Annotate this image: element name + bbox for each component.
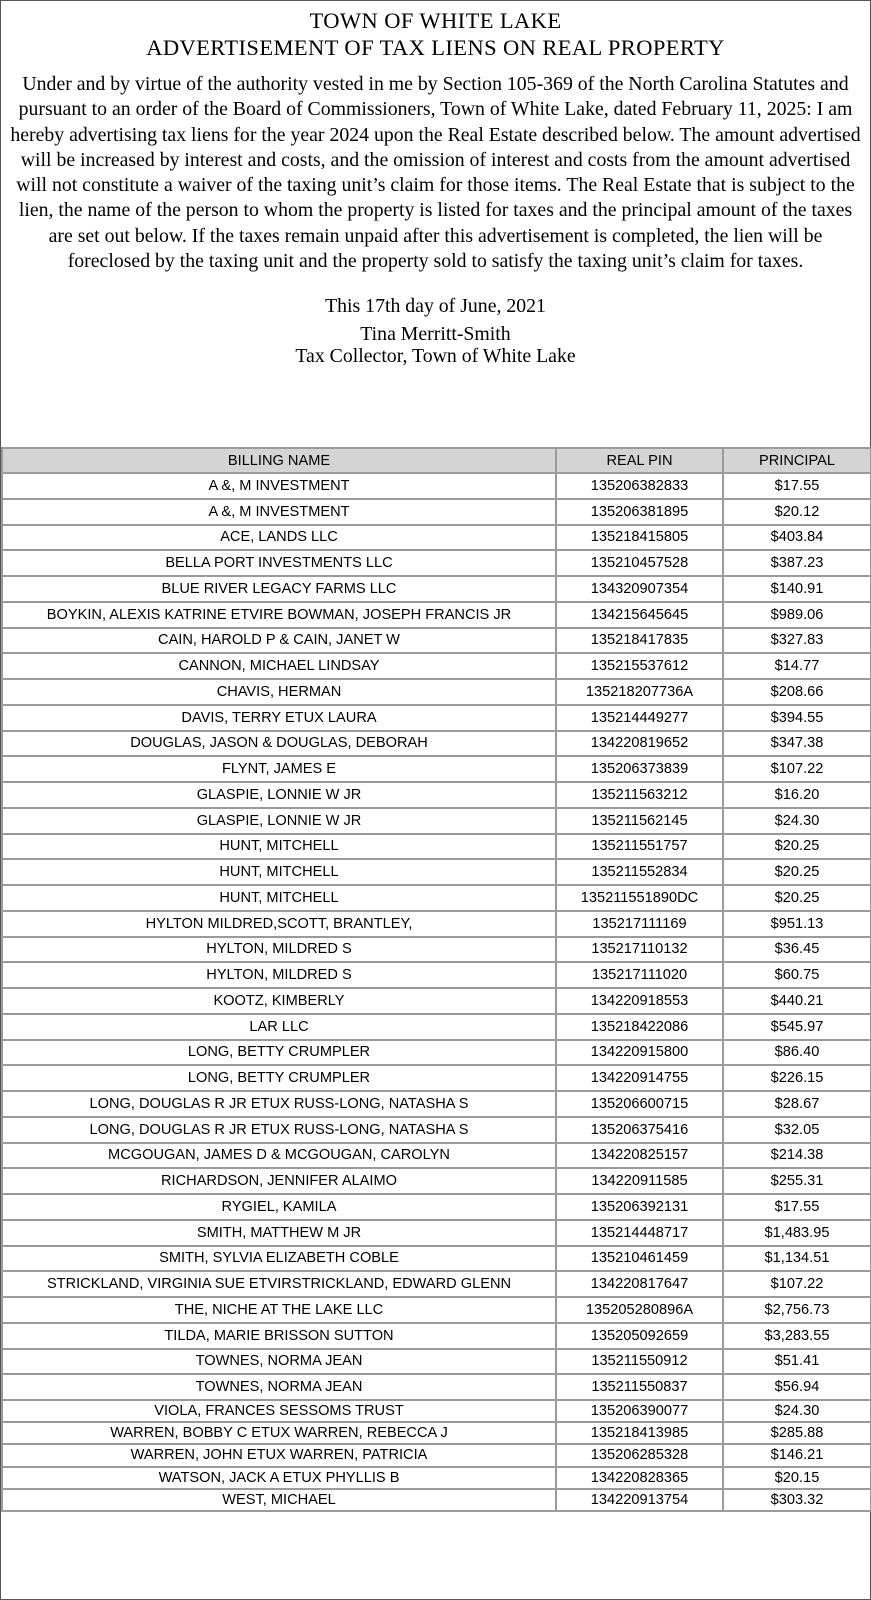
billing-name-cell: A &, M INVESTMENT <box>2 473 556 499</box>
table-row <box>2 988 871 1014</box>
billing-name-cell: THE, NICHE AT THE LAKE LLC <box>2 1297 556 1323</box>
billing-name-cell: VIOLA, FRANCES SESSOMS TRUST <box>2 1400 556 1422</box>
real-pin-cell: 134220819652 <box>556 731 723 757</box>
real-pin-cell: 135218415805 <box>556 525 723 551</box>
billing-name-cell: MCGOUGAN, JAMES D & MCGOUGAN, CAROLYN <box>2 1143 556 1169</box>
billing-name-cell: WARREN, JOHN ETUX WARREN, PATRICIA <box>2 1444 556 1466</box>
real-pin-cell: 135217111169 <box>556 911 723 937</box>
real-pin-cell: 135205280896A <box>556 1297 723 1323</box>
table-row <box>2 1489 871 1511</box>
billing-name-cell: HYLTON MILDRED,SCOTT, BRANTLEY, <box>2 911 556 937</box>
table-row <box>2 1349 871 1375</box>
real-pin-cell: 135211552834 <box>556 859 723 885</box>
real-pin-cell: 135206600715 <box>556 1091 723 1117</box>
principal-cell: $17.55 <box>723 1194 871 1220</box>
principal-cell: $107.22 <box>723 756 871 782</box>
table-row <box>2 1014 871 1040</box>
table-row <box>2 1246 871 1272</box>
table-row <box>2 1117 871 1143</box>
table-row <box>2 962 871 988</box>
principal-cell: $2,756.73 <box>723 1297 871 1323</box>
principal-cell: $24.30 <box>723 1400 871 1422</box>
real-pin-cell: 134220817647 <box>556 1271 723 1297</box>
signer-name: Tina Merritt-Smith <box>360 323 511 346</box>
real-pin-cell: 135210457528 <box>556 550 723 576</box>
principal-cell: $20.15 <box>723 1467 871 1489</box>
principal-cell: $545.97 <box>723 1014 871 1040</box>
real-pin-cell: 135211551890DC <box>556 885 723 911</box>
billing-name-cell: GLASPIE, LONNIE W JR <box>2 782 556 808</box>
table-row <box>2 1220 871 1246</box>
real-pin-cell: 135211550912 <box>556 1349 723 1375</box>
real-pin-cell: 135205092659 <box>556 1323 723 1349</box>
notice-header <box>1 1 870 367</box>
billing-name-cell: RYGIEL, KAMILA <box>2 1194 556 1220</box>
billing-name-cell: HUNT, MITCHELL <box>2 885 556 911</box>
real-pin-cell: 135218422086 <box>556 1014 723 1040</box>
table-row <box>2 782 871 808</box>
principal-cell: $146.21 <box>723 1444 871 1466</box>
notice-date: This 17th day of June, 2021 <box>325 295 546 318</box>
principal-cell: $394.55 <box>723 705 871 731</box>
billing-name-cell: HUNT, MITCHELL <box>2 834 556 860</box>
billing-name-cell: CANNON, MICHAEL LINDSAY <box>2 653 556 679</box>
billing-name-cell: SMITH, MATTHEW M JR <box>2 1220 556 1246</box>
billing-name-cell: LONG, BETTY CRUMPLER <box>2 1065 556 1091</box>
table-row <box>2 628 871 654</box>
real-pin-cell: 135206381895 <box>556 499 723 525</box>
billing-name-cell: BLUE RIVER LEGACY FARMS LLC <box>2 576 556 602</box>
principal-cell: $24.30 <box>723 808 871 834</box>
real-pin-cell: 135206373839 <box>556 756 723 782</box>
table-row <box>2 525 871 551</box>
table-row <box>2 1091 871 1117</box>
header-principal: PRINCIPAL <box>723 448 871 473</box>
table-row <box>2 911 871 937</box>
real-pin-cell: 135211550837 <box>556 1374 723 1400</box>
table-row <box>2 1444 871 1466</box>
billing-name-cell: TOWNES, NORMA JEAN <box>2 1349 556 1375</box>
principal-cell: $20.25 <box>723 885 871 911</box>
principal-cell: $86.40 <box>723 1040 871 1066</box>
principal-cell: $140.91 <box>723 576 871 602</box>
principal-cell: $1,483.95 <box>723 1220 871 1246</box>
table-row <box>2 1297 871 1323</box>
billing-name-cell: HYLTON, MILDRED S <box>2 962 556 988</box>
principal-cell: $208.66 <box>723 679 871 705</box>
table-row <box>2 859 871 885</box>
principal-cell: $60.75 <box>723 962 871 988</box>
real-pin-cell: 134220914755 <box>556 1065 723 1091</box>
principal-cell: $17.55 <box>723 473 871 499</box>
billing-name-cell: TOWNES, NORMA JEAN <box>2 1374 556 1400</box>
notice-title: TOWN OF WHITE LAKE <box>309 8 562 33</box>
billing-name-cell: LONG, BETTY CRUMPLER <box>2 1040 556 1066</box>
real-pin-cell: 135211562145 <box>556 808 723 834</box>
billing-name-cell: BELLA PORT INVESTMENTS LLC <box>2 550 556 576</box>
table-row <box>2 808 871 834</box>
header-billing-name: BILLING NAME <box>2 448 556 473</box>
principal-cell: $107.22 <box>723 1271 871 1297</box>
real-pin-cell: 134320907354 <box>556 576 723 602</box>
signer-title: Tax Collector, Town of White Lake <box>295 345 576 368</box>
real-pin-cell: 134220918553 <box>556 988 723 1014</box>
principal-cell: $327.83 <box>723 628 871 654</box>
real-pin-cell: 135210461459 <box>556 1246 723 1272</box>
billing-name-cell: HUNT, MITCHELL <box>2 859 556 885</box>
real-pin-cell: 134220825157 <box>556 1143 723 1169</box>
table-row <box>2 1467 871 1489</box>
real-pin-cell: 134215645645 <box>556 602 723 628</box>
tax-lien-table <box>1 447 871 1512</box>
billing-name-cell: WATSON, JACK A ETUX PHYLLIS B <box>2 1467 556 1489</box>
principal-cell: $387.23 <box>723 550 871 576</box>
billing-name-cell: WEST, MICHAEL <box>2 1489 556 1511</box>
real-pin-cell: 134220913754 <box>556 1489 723 1511</box>
billing-name-cell: CAIN, HAROLD P & CAIN, JANET W <box>2 628 556 654</box>
principal-cell: $1,134.51 <box>723 1246 871 1272</box>
table-row <box>2 1323 871 1349</box>
principal-cell: $951.13 <box>723 911 871 937</box>
billing-name-cell: LAR LLC <box>2 1014 556 1040</box>
billing-name-cell: LONG, DOUGLAS R JR ETUX RUSS-LONG, NATASHA S <box>2 1091 556 1117</box>
real-pin-cell: 135206375416 <box>556 1117 723 1143</box>
table-row <box>2 1271 871 1297</box>
table-row <box>2 1422 871 1444</box>
real-pin-cell: 135211563212 <box>556 782 723 808</box>
table-row <box>2 937 871 963</box>
billing-name-cell: WARREN, BOBBY C ETUX WARREN, REBECCA J <box>2 1422 556 1444</box>
real-pin-cell: 135218417835 <box>556 628 723 654</box>
table-row <box>2 705 871 731</box>
billing-name-cell: SMITH, SYLVIA ELIZABETH COBLE <box>2 1246 556 1272</box>
principal-cell: $28.67 <box>723 1091 871 1117</box>
real-pin-cell: 135206392131 <box>556 1194 723 1220</box>
billing-name-cell: BOYKIN, ALEXIS KATRINE ETVIRE BOWMAN, JOSEPH FRANCIS JR <box>2 602 556 628</box>
table-row <box>2 653 871 679</box>
principal-cell: $440.21 <box>723 988 871 1014</box>
principal-cell: $403.84 <box>723 525 871 551</box>
billing-name-cell: GLASPIE, LONNIE W JR <box>2 808 556 834</box>
principal-cell: $285.88 <box>723 1422 871 1444</box>
table-row <box>2 756 871 782</box>
billing-name-cell: DAVIS, TERRY ETUX LAURA <box>2 705 556 731</box>
principal-cell: $32.05 <box>723 1117 871 1143</box>
billing-name-cell: KOOTZ, KIMBERLY <box>2 988 556 1014</box>
real-pin-cell: 134220915800 <box>556 1040 723 1066</box>
principal-cell: $14.77 <box>723 653 871 679</box>
principal-cell: $20.12 <box>723 499 871 525</box>
table-row <box>2 885 871 911</box>
real-pin-cell: 135218413985 <box>556 1422 723 1444</box>
table-row <box>2 834 871 860</box>
billing-name-cell: RICHARDSON, JENNIFER ALAIMO <box>2 1168 556 1194</box>
principal-cell: $214.38 <box>723 1143 871 1169</box>
real-pin-cell: 134220911585 <box>556 1168 723 1194</box>
principal-cell: $226.15 <box>723 1065 871 1091</box>
real-pin-cell: 135217111020 <box>556 962 723 988</box>
table-row <box>2 1168 871 1194</box>
notice-body: Under and by virtue of the authority vested in me by Section 105-369 of the North Carolina Statutes and pursuant to an order of the Board of Commissioners, Town of White Lake, dated February 11, 2025: I am hereby advertising tax liens for the year 2024 upon the Real Estate described below. The amount advertised will be increased by interest and costs, and the omission of interest and costs from the amount advertised will not constitute a waiver of the taxing unit’s claim for those items. The Real Estate that is subject to the lien, the name of the person to whom the property is listed for taxes and the principal amount of the taxes are set out below. If the taxes remain unpaid after this advertisement is completed, the lien will be foreclosed by the taxing unit and the property sold to satisfy the taxing unit’s claim for taxes. <box>10 73 861 273</box>
table-header-row <box>2 448 871 473</box>
real-pin-cell: 135206285328 <box>556 1444 723 1466</box>
real-pin-cell: 135206390077 <box>556 1400 723 1422</box>
notice-subtitle: ADVERTISEMENT OF TAX LIENS ON REAL PROPERTY <box>146 35 725 60</box>
principal-cell: $56.94 <box>723 1374 871 1400</box>
principal-cell: $255.31 <box>723 1168 871 1194</box>
real-pin-cell: 135215537612 <box>556 653 723 679</box>
billing-name-cell: A &, M INVESTMENT <box>2 499 556 525</box>
billing-name-cell: HYLTON, MILDRED S <box>2 937 556 963</box>
table-body <box>2 473 871 1511</box>
real-pin-cell: 135218207736A <box>556 679 723 705</box>
billing-name-cell: DOUGLAS, JASON & DOUGLAS, DEBORAH <box>2 731 556 757</box>
billing-name-cell: LONG, DOUGLAS R JR ETUX RUSS-LONG, NATASHA S <box>2 1117 556 1143</box>
table-row <box>2 499 871 525</box>
table-row <box>2 1065 871 1091</box>
real-pin-cell: 135214449277 <box>556 705 723 731</box>
real-pin-cell: 135217110132 <box>556 937 723 963</box>
principal-cell: $3,283.55 <box>723 1323 871 1349</box>
principal-cell: $20.25 <box>723 859 871 885</box>
principal-cell: $36.45 <box>723 937 871 963</box>
billing-name-cell: STRICKLAND, VIRGINIA SUE ETVIRSTRICKLAND, EDWARD GLENN <box>2 1271 556 1297</box>
tax-lien-table-container <box>1 447 870 1512</box>
table-row <box>2 1040 871 1066</box>
billing-name-cell: TILDA, MARIE BRISSON SUTTON <box>2 1323 556 1349</box>
table-row <box>2 679 871 705</box>
principal-cell: $989.06 <box>723 602 871 628</box>
billing-name-cell: FLYNT, JAMES E <box>2 756 556 782</box>
table-row <box>2 1374 871 1400</box>
principal-cell: $16.20 <box>723 782 871 808</box>
real-pin-cell: 135214448717 <box>556 1220 723 1246</box>
table-row <box>2 576 871 602</box>
principal-cell: $51.41 <box>723 1349 871 1375</box>
table-row <box>2 473 871 499</box>
table-row <box>2 1400 871 1422</box>
table-row <box>2 1143 871 1169</box>
real-pin-cell: 134220828365 <box>556 1467 723 1489</box>
table-row <box>2 1194 871 1220</box>
table-row <box>2 731 871 757</box>
principal-cell: $303.32 <box>723 1489 871 1511</box>
principal-cell: $20.25 <box>723 834 871 860</box>
real-pin-cell: 135211551757 <box>556 834 723 860</box>
billing-name-cell: CHAVIS, HERMAN <box>2 679 556 705</box>
table-row <box>2 550 871 576</box>
table-row <box>2 602 871 628</box>
real-pin-cell: 135206382833 <box>556 473 723 499</box>
principal-cell: $347.38 <box>723 731 871 757</box>
billing-name-cell: ACE, LANDS LLC <box>2 525 556 551</box>
header-real-pin: REAL PIN <box>556 448 723 473</box>
